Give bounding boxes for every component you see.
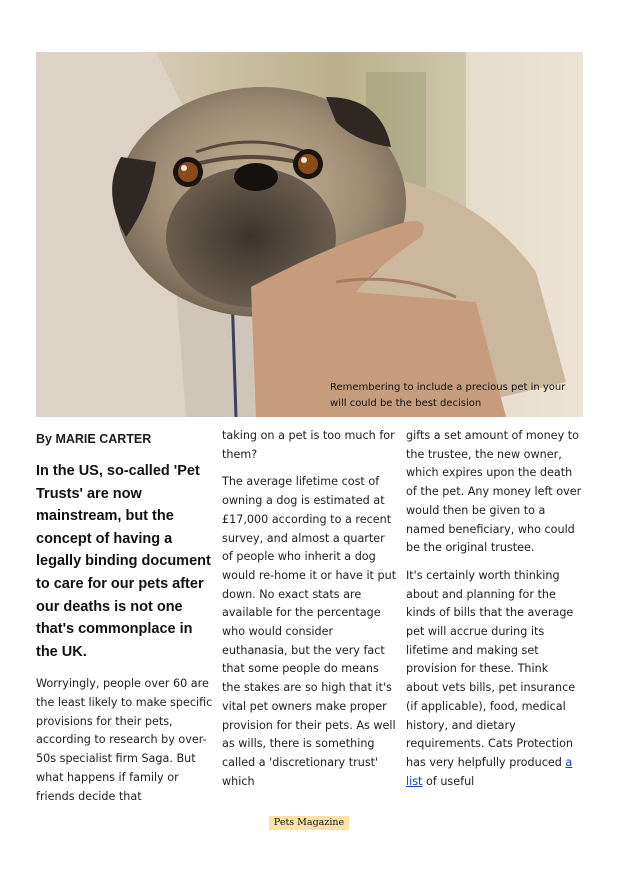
pug-photo-illustration [36, 52, 583, 417]
article-column-2 [222, 430, 398, 800]
byline [36, 430, 214, 448]
paragraph-text: It's certainly worth thinking about and planning for the kinds of bills that the average pet will accrue during its lifetime and making set provision for these. Think about vets bills, pet insurance (if applicable), food, medical history, and dietary requirements. Cats Protection has very helpfully produced [406, 568, 576, 769]
hero-photo [36, 52, 583, 417]
author-name: MARIE CARTER [55, 432, 152, 446]
byline-prefix: By [36, 432, 52, 446]
photo-caption: Remembering to include a precious pet in your will could be the best decision [330, 382, 566, 409]
body-paragraph: taking on a pet is too much for them? [222, 429, 395, 461]
magazine-footer-label: Pets Magazine [269, 816, 349, 830]
article-column-1 [36, 430, 214, 815]
body-paragraph: gifts a set amount of money to the trustee, the new owner, which expires upon the death of the pet. Any money left over would then be given to a named beneficiary, who could be the original trustee. [406, 429, 582, 555]
body-paragraph: The average lifetime cost of owning a dog is estimated at £17,000 according to a recent survey, and almost a quarter of people who inherit a dog would re-home it or have it put down. No exact stats are available for the percentage who would consider euthanasia, but the very fact that some people do means the stakes are so high that it's vital pet owners make proper provision for their pets. As well as wills, there is something called a 'discretionary trust' which [222, 475, 397, 788]
cats-protection-list-link[interactable]: a list [406, 755, 573, 788]
body-paragraph-with-link [406, 567, 582, 791]
lead-paragraph: In the US, so-called 'Pet Trusts' are now mainstream, but the concept of having a legally binding document to care for our pets after our deaths is not one that's commonplace in the UK. [36, 463, 211, 660]
paragraph-text: of useful [422, 774, 475, 788]
body-paragraph: Worryingly, people over 60 are the least likely to make specific provisions for their pets, according to research by over-50s specialist firm Saga. But what happens if family or friends decide that [36, 677, 213, 803]
article-column-3 [406, 430, 582, 800]
